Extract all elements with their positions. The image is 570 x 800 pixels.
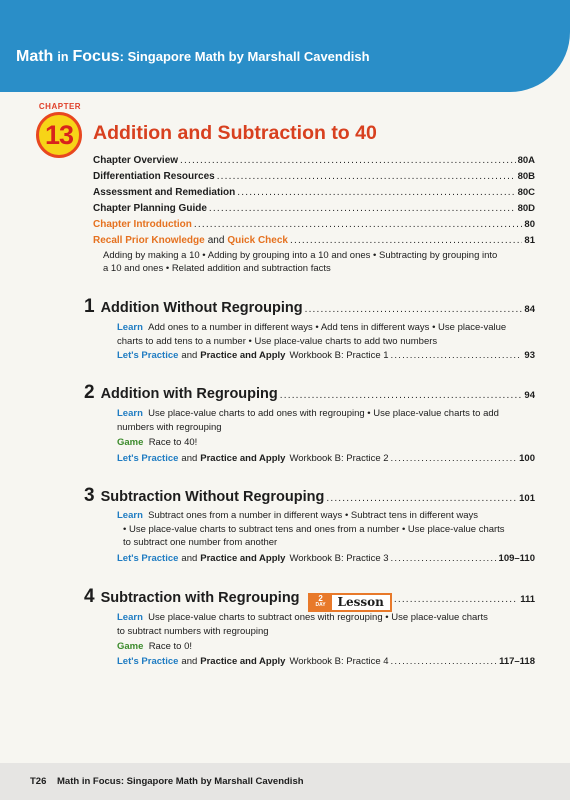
brand-subtitle: : Singapore Math by Marshall Cavendish — [119, 49, 370, 64]
practice-apply-label: Practice and Apply — [200, 453, 286, 464]
lesson-number: 2 — [84, 382, 95, 403]
practice-page: 100 — [519, 453, 535, 464]
quick-check-label: Quick Check — [227, 235, 288, 246]
learn-text: Add ones to a number in different ways • Add tens in different ways • Use place-value — [148, 322, 507, 333]
lesson-2-learn — [117, 407, 537, 434]
recall-label: Recall Prior Knowledge — [93, 235, 205, 246]
workbook-text: Workbook B: Practice 1 — [289, 350, 389, 361]
lets-practice-label: Let's Practice — [117, 656, 179, 667]
lesson-page: 111 — [520, 594, 535, 605]
header-banner — [0, 0, 570, 92]
lesson-4-heading[interactable] — [84, 586, 535, 608]
leader-dots — [391, 350, 523, 361]
practice-apply-label: Practice and Apply — [200, 656, 286, 667]
learn-label: Learn — [117, 408, 143, 419]
learn-text: Subtract ones from a number in different ways • Subtract tens in different ways — [148, 510, 478, 521]
learn-label: Learn — [117, 612, 143, 623]
toc-label: Chapter Overview — [93, 155, 179, 166]
learn-text: • Use place-value charts to subtract tens and ones from a number • Use place-value charts — [123, 523, 505, 535]
lesson-2-game — [117, 436, 537, 450]
game-label: Game — [117, 437, 144, 448]
tag-day-box — [310, 595, 332, 610]
learn-label: Learn — [117, 510, 143, 521]
toc-page: 80B — [517, 171, 535, 182]
lesson-3-practice[interactable] — [117, 553, 535, 567]
toc-page: 81 — [524, 235, 535, 246]
chapter-number: 13 — [36, 112, 82, 158]
lesson-4-practice[interactable] — [117, 656, 535, 670]
learn-text: numbers with regrouping — [117, 421, 222, 433]
leader-dots — [209, 203, 516, 214]
learn-text: to subtract numbers with regrouping — [117, 625, 269, 637]
lesson-number: 1 — [84, 296, 95, 317]
learn-text: to subtract one number from another — [123, 537, 278, 548]
workbook-text: Workbook B: Practice 4 — [289, 656, 389, 667]
tag-day-number: 2 — [318, 594, 323, 603]
toc-page: 80 — [524, 219, 535, 230]
brand-focus: Focus — [72, 48, 120, 65]
toc-item-assessment[interactable] — [93, 187, 535, 201]
workbook-text: Workbook B: Practice 2 — [289, 453, 389, 464]
toc-item-planning-guide[interactable] — [93, 203, 535, 217]
lesson-day-tag — [308, 593, 392, 612]
leader-dots — [290, 235, 522, 246]
toc-item-differentiation[interactable] — [93, 171, 535, 185]
and-text: and — [181, 453, 198, 464]
leader-dots — [391, 453, 518, 464]
toc-item-introduction[interactable] — [93, 219, 535, 233]
lesson-1-practice[interactable] — [117, 350, 535, 364]
lesson-page: 84 — [524, 304, 535, 315]
lets-practice-label: Let's Practice — [117, 553, 179, 564]
recall-desc-line: a 10 and ones • Related addition and subtraction facts — [103, 263, 331, 274]
learn-text: Use place-value charts to add ones with regrouping • Use place-value charts to add — [148, 408, 499, 419]
lesson-number: 4 — [84, 586, 95, 607]
lets-practice-label: Let's Practice — [117, 350, 179, 361]
footer-text — [30, 776, 304, 787]
leader-dots — [237, 187, 515, 198]
practice-page: 117–118 — [499, 656, 535, 667]
lesson-2-heading[interactable] — [84, 382, 535, 404]
brand-math: Math — [16, 48, 54, 65]
learn-label: Learn — [117, 322, 143, 333]
brand-in: in — [57, 50, 69, 64]
leader-dots — [180, 155, 516, 166]
footer-page-number: T26 — [30, 776, 47, 787]
practice-apply-label: Practice and Apply — [200, 553, 286, 564]
lesson-title: Subtraction with Regrouping — [100, 590, 300, 606]
footer-title: Math in Focus: Singapore Math by Marshall Cavendish — [57, 776, 304, 787]
and-text: and — [181, 350, 198, 361]
lets-practice-label: Let's Practice — [117, 453, 179, 464]
lesson-page: 101 — [519, 493, 535, 504]
learn-text: Use place-value charts to subtract ones with regrouping • Use place-value charts — [148, 612, 488, 623]
tag-lesson-label: Lesson — [337, 595, 384, 609]
game-text: Race to 0! — [148, 641, 192, 652]
and-text: and — [181, 553, 198, 564]
leader-dots — [391, 656, 498, 667]
recall-desc-line: Adding by making a 10 • Adding by grouping into a 10 and ones • Subtracting by grouping into — [103, 250, 498, 261]
leader-dots — [391, 553, 497, 564]
practice-apply-label: Practice and Apply — [200, 350, 286, 361]
and-text: and — [181, 656, 198, 667]
lesson-title: Addition Without Regrouping — [100, 300, 303, 316]
lesson-1-heading[interactable] — [84, 296, 535, 318]
leader-dots — [217, 171, 516, 182]
leader-dots — [194, 219, 523, 230]
toc-label: Assessment and Remediation — [93, 187, 236, 198]
game-label: Game — [117, 641, 144, 652]
toc-item-recall[interactable] — [93, 235, 535, 249]
workbook-text: Workbook B: Practice 3 — [289, 553, 389, 564]
lesson-number: 3 — [84, 485, 95, 506]
toc-item-overview[interactable] — [93, 155, 535, 169]
chapter-badge — [34, 102, 86, 158]
learn-text: charts to add tens to a number • Use place-value charts to add two numbers — [117, 335, 438, 347]
lesson-title: Addition with Regrouping — [100, 386, 278, 402]
chapter-word: CHAPTER — [38, 102, 82, 111]
toc-label: Chapter Introduction — [93, 219, 192, 230]
lesson-title: Subtraction Without Regrouping — [100, 489, 325, 505]
lesson-3-learn — [117, 509, 537, 550]
toc-page: 80A — [517, 155, 535, 166]
toc-page: 80C — [517, 187, 535, 198]
leader-dots — [305, 304, 523, 315]
leader-dots — [394, 594, 518, 605]
footer-bar — [0, 763, 570, 800]
tag-day-word: DAY — [315, 602, 326, 608]
recall-description — [103, 249, 543, 275]
lesson-page: 94 — [524, 390, 535, 401]
leader-dots — [280, 390, 523, 401]
toc-label: Chapter Planning Guide — [93, 203, 207, 214]
toc-page: 80D — [517, 203, 535, 214]
lesson-2-practice[interactable] — [117, 453, 535, 467]
chapter-title: Addition and Subtraction to 40 — [93, 122, 377, 144]
lesson-1-learn — [117, 321, 537, 348]
practice-page: 109–110 — [498, 553, 535, 564]
practice-page: 93 — [524, 350, 535, 361]
and-text: and — [207, 235, 225, 246]
lesson-4-learn — [117, 611, 537, 638]
lesson-3-heading[interactable] — [84, 485, 535, 507]
game-text: Race to 40! — [148, 437, 198, 448]
lesson-4-game — [117, 640, 537, 654]
header-title — [16, 48, 370, 66]
leader-dots — [326, 493, 517, 504]
toc-label: Differentiation Resources — [93, 171, 215, 182]
